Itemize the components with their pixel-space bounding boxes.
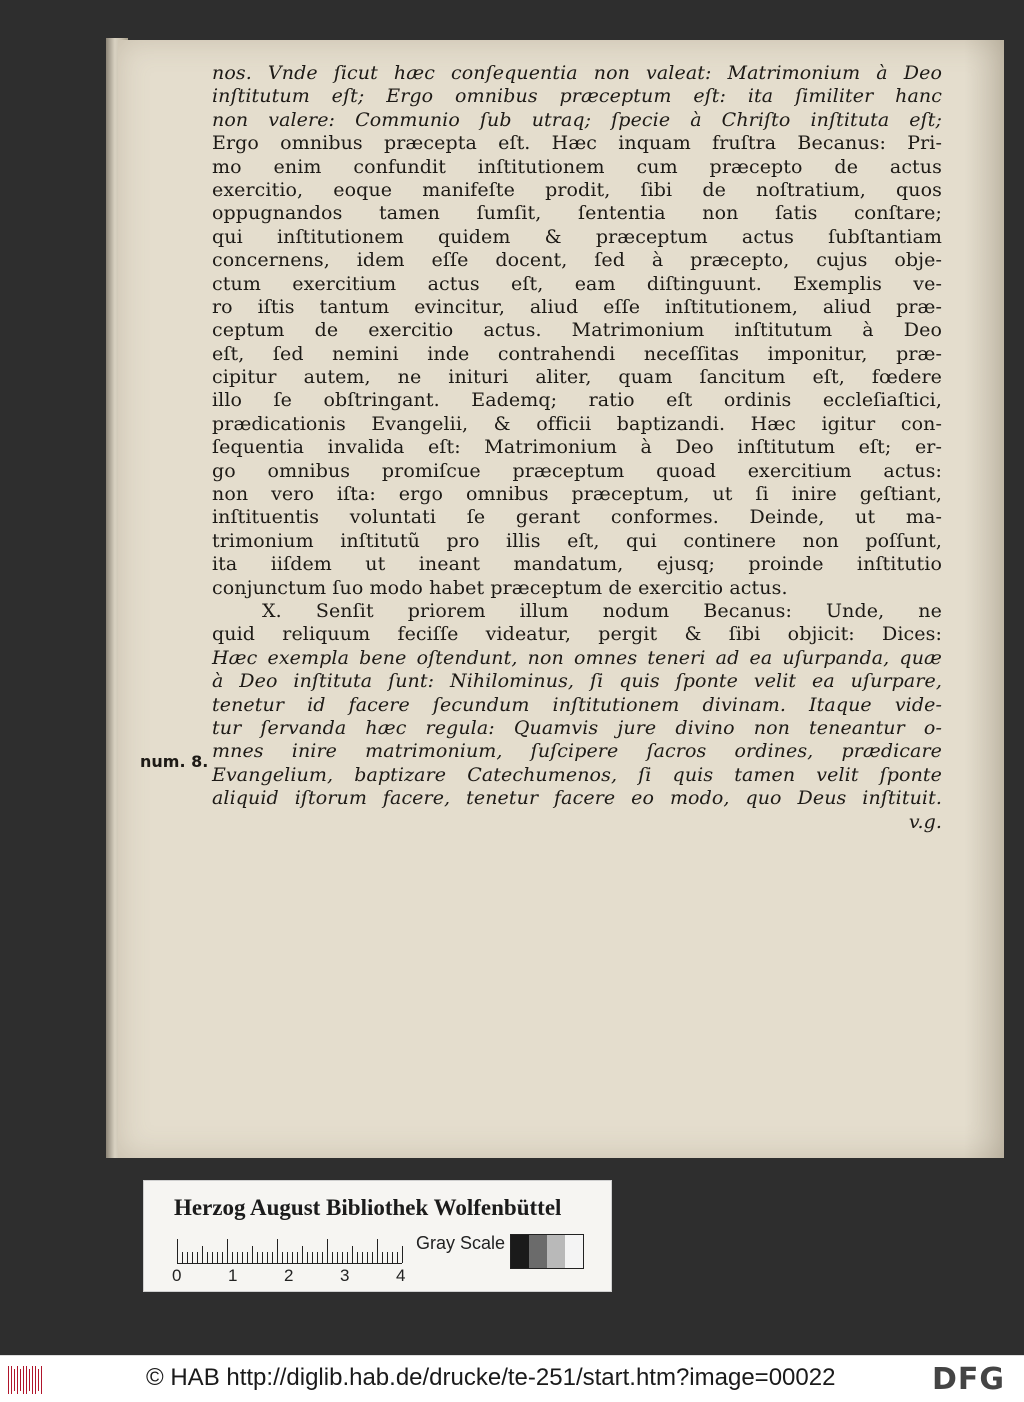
ruler-number: 2 (284, 1266, 294, 1285)
text-line: X. Senſit priorem illum nodum Becanus: Unde, ne (262, 599, 942, 622)
ruler-tick (187, 1252, 188, 1263)
ruler-tick (402, 1246, 403, 1263)
ruler-tick (337, 1252, 338, 1263)
ruler-tick (357, 1252, 358, 1263)
ruler-tick (182, 1252, 183, 1263)
text-line: go omnibus promiſcue præceptum quoad exercitium actus: (212, 459, 942, 482)
ruler-tick (302, 1246, 303, 1263)
text-line: illo ſe obſtringant. Eademq; ratio eſt ordinis eccleſiaſtici, (212, 389, 942, 412)
footer-bar (0, 1355, 1024, 1402)
text-line: tur ſervanda hæc regula: Quamvis jure divino non teneantur o- (212, 716, 942, 739)
text-line: Hæc exempla bene oſtendunt, non omnes teneri ad ea uſurpanda, quæ (212, 646, 942, 669)
text-line: mo enim confundit inſtitutionem cum præcepto de actus (212, 155, 942, 178)
ruler-tick (192, 1252, 193, 1263)
ruler-tick (372, 1252, 373, 1263)
ruler-tick (377, 1239, 378, 1263)
ruler-tick (312, 1252, 313, 1263)
ruler-tick (177, 1239, 178, 1263)
footer-copyright-link[interactable]: © HAB http://diglib.hab.de/drucke/te-251/start.htm?image=00022 (146, 1364, 836, 1391)
ruler-numbers (168, 1266, 408, 1286)
text-line: Ergo omnibus præcepta eſt. Hæc inquam fruſtra Becanus: Pri- (212, 132, 942, 155)
ruler-tick (207, 1252, 208, 1263)
barcode-bar (38, 1369, 39, 1391)
text-line: tenetur id facere ſecundum inſtitutionem divinam. Itaque vide- (212, 693, 942, 716)
ruler-number: 3 (340, 1266, 350, 1285)
ruler-tick (307, 1252, 308, 1263)
ruler-number: 1 (228, 1266, 238, 1285)
gray-scale-swatches (510, 1234, 584, 1269)
ruler-tick (202, 1246, 203, 1263)
gray-swatch (529, 1235, 547, 1268)
ruler-tick (352, 1246, 353, 1263)
ruler-tick (227, 1239, 228, 1263)
text-line: ita iiſdem ut ineant mandatum, ejusq; proinde inſtitutio (212, 553, 942, 576)
text-line: quid reliquum feciſſe videatur, pergit & ſibi objicit: Dices: (212, 623, 942, 646)
ruler-tick (252, 1246, 253, 1263)
ruler-number: 0 (172, 1266, 182, 1285)
text-line: cipitur autem, ne inituri aliter, quam ſancitum eſt, fœdere (212, 366, 942, 389)
ruler-tick (297, 1252, 298, 1263)
text-line: ctum exercitium actus eſt, eam diſtinguunt. Exemplis ve- (212, 272, 942, 295)
barcode-bar (29, 1369, 30, 1391)
text-line: ceptum de exercitio actus. Matrimonium inſtitutum à Deo (212, 319, 942, 342)
library-title: Herzog August Bibliothek Wolfenbüttel (174, 1195, 562, 1220)
ruler-tick (387, 1252, 388, 1263)
ruler-tick (292, 1252, 293, 1263)
ruler-tick (257, 1252, 258, 1263)
ruler-tick (382, 1252, 383, 1263)
text-line: v.g. (908, 810, 942, 833)
ruler-tick (262, 1252, 263, 1263)
ruler-tick (342, 1252, 343, 1263)
ruler-tick (222, 1252, 223, 1263)
text-line: non valere: Communio ſub utraq; ſpecie à Chriſto inſtituta eſt; (212, 108, 942, 131)
ruler-tick (317, 1252, 318, 1263)
gray-swatch (565, 1235, 583, 1268)
barcode-bar (41, 1366, 42, 1394)
barcode-bar (20, 1369, 21, 1391)
ruler-tick (242, 1252, 243, 1263)
gray-swatch (547, 1235, 565, 1268)
ruler-tick (362, 1252, 363, 1263)
text-line: trimonium inſtitutũ pro illis eſt, qui continere non poſſunt, (212, 529, 942, 552)
text-line: prædicationis Evangelii, & officii baptizandi. Hæc igitur con- (212, 412, 942, 435)
ruler-tick (397, 1252, 398, 1263)
barcode-bar (32, 1366, 33, 1394)
barcode-bar (11, 1366, 12, 1394)
ruler-tick (392, 1252, 393, 1263)
ruler-tick (247, 1252, 248, 1263)
text-line: inſtitutum eſt; Ergo omnibus præceptum eſt: ita ſimiliter hanc (212, 85, 942, 108)
ruler-tick (327, 1239, 328, 1263)
barcode-bar (8, 1366, 9, 1394)
text-line: ſequentia invalida eſt: Matrimonium à Deo inſtitutum eſt; er- (212, 436, 942, 459)
text-line: aliquid iſtorum facere, tenetur facere eo modo, quo Deus inſtituit. (212, 787, 942, 810)
text-line: exercitio, eoque manifeſte prodit, ſibi de noſtratium, quos (212, 178, 942, 201)
text-line: nos. Vnde ſicut hæc conſequentia non valeat: Matrimonium à Deo (212, 62, 942, 84)
barcode-bar (26, 1366, 27, 1394)
ruler-tick (272, 1252, 273, 1263)
barcode-bar (17, 1366, 18, 1394)
text-line: à Deo inſtituta ſunt: Nihilominus, ſi quis ſponte velit ea uſurpare, (212, 670, 942, 693)
text-line: concernens, idem eſſe docent, ſed à præcepto, cujus obje- (212, 249, 942, 272)
dfg-logo: DFG (932, 1362, 1006, 1397)
ruler-tick (237, 1252, 238, 1263)
barcode-bar (35, 1366, 36, 1394)
ruler-tick (322, 1252, 323, 1263)
text-line: conjunctum ſuo modo habet præceptum de exercitio actus. (212, 576, 788, 599)
gray-swatch (511, 1235, 529, 1268)
page-shadow (964, 40, 1004, 1158)
ruler-tick (287, 1252, 288, 1263)
text-line: ro iſtis tantum evincitur, aliud eſſe inſtitutionem, aliud præ- (212, 295, 942, 318)
barcode-bar (23, 1366, 24, 1394)
text-line: Evangelium, baptizare Catechumenos, ſi quis tamen velit ſponte (212, 763, 942, 786)
ruler-tick (282, 1252, 283, 1263)
barcode-bar (14, 1369, 15, 1391)
text-line: qui inſtitutionem quidem & præceptum actus ſubſtantiam (212, 225, 942, 248)
ruler-scale (177, 1239, 402, 1264)
calibration-card (143, 1180, 612, 1292)
page-text-block (212, 62, 942, 834)
margin-note: num. 8. (140, 752, 209, 771)
ruler-tick (267, 1252, 268, 1263)
text-line: mnes inire matrimonium, ſuſcipere ſacros ordines, prædicare (212, 740, 942, 763)
ruler-tick (277, 1239, 278, 1263)
ruler-number: 4 (396, 1266, 406, 1285)
ruler-tick (217, 1252, 218, 1263)
ruler-tick (367, 1252, 368, 1263)
gray-scale-label: Gray Scale (416, 1233, 506, 1253)
ruler-tick (212, 1252, 213, 1263)
text-line: eſt, ſed nemini inde contrahendi neceſſitas imponitur, præ- (212, 342, 942, 365)
text-line: non vero iſta: ergo omnibus præceptum, ut ſi inire geſtiant, (212, 483, 942, 506)
ruler-tick (197, 1252, 198, 1263)
ruler-tick (347, 1252, 348, 1263)
text-line: oppugnandos tamen ſumſit, ſententia non ſatis conſtare; (212, 202, 942, 225)
ruler-tick (232, 1252, 233, 1263)
text-line: inſtituentis voluntati ſe gerant conformes. Deinde, ut ma- (212, 506, 942, 529)
hab-barcode-icon (8, 1366, 42, 1394)
ruler-tick (332, 1252, 333, 1263)
